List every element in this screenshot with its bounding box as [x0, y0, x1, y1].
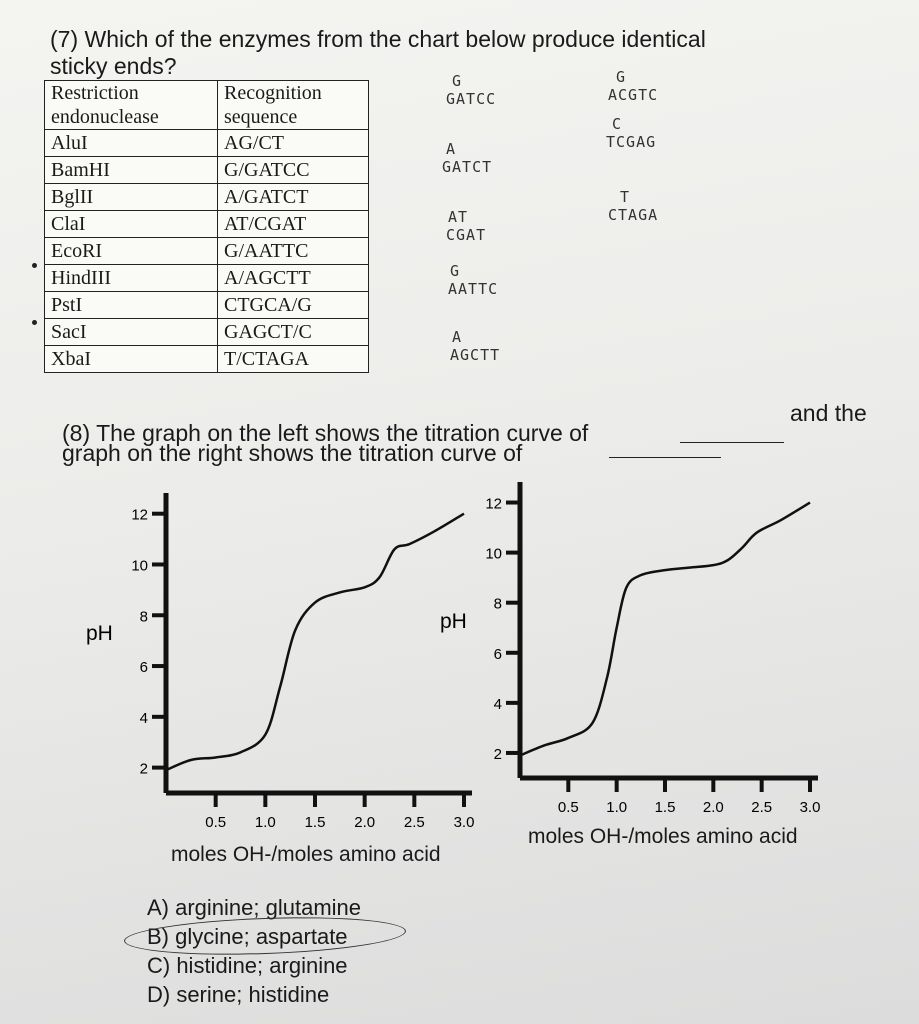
answer-choice-d[interactable]: D) serine; histidine — [147, 982, 330, 1007]
x-tick-label: 3.0 — [799, 799, 821, 816]
q7-line1: (7) Which of the enzymes from the chart below produce identical — [50, 26, 706, 52]
table-row — [45, 130, 369, 157]
table-row — [45, 346, 369, 373]
table-row — [45, 319, 369, 346]
y-tick-label: 4 — [139, 709, 148, 727]
titration-chart-left — [80, 490, 480, 830]
ticks-right — [485, 496, 820, 816]
table-row — [45, 265, 369, 292]
y-tick-label: 4 — [493, 695, 502, 713]
handwritten-note — [442, 140, 492, 176]
y-tick-label: 8 — [493, 595, 502, 613]
x-tick-label: 2.0 — [702, 799, 724, 816]
note-top: T — [620, 188, 631, 206]
sequence-cell: A/AGCTT — [218, 265, 369, 292]
table-row — [45, 292, 369, 319]
answer-choice-a[interactable]: A) arginine; glutamine — [147, 895, 362, 920]
y-tick-label: 2 — [493, 745, 502, 763]
header-col1-line2: endonuclease — [51, 106, 159, 128]
xlabel-left: moles OH-/moles amino acid — [171, 843, 441, 866]
sequence-cell: GAGCT/C — [218, 319, 369, 346]
q8-line1-start: (8) The graph on the left shows the titration curve of — [62, 420, 589, 446]
note-bottom: CGAT — [446, 226, 487, 244]
q8-line2-start: graph on the right shows the titration curve of — [62, 440, 523, 466]
y-tick-label: 6 — [139, 659, 148, 677]
x-tick-label: 1.5 — [304, 814, 326, 830]
y-tick-label: 10 — [131, 557, 148, 575]
q7-line2: sticky ends? — [50, 53, 177, 79]
note-top: C — [612, 115, 623, 133]
enzyme-cell: HindIII — [45, 265, 218, 292]
note-bottom: CTAGA — [608, 206, 659, 224]
note-bottom: TCGAG — [606, 133, 657, 151]
x-tick-label: 3.0 — [453, 814, 475, 830]
x-tick-label: 0.5 — [205, 814, 227, 830]
enzyme-cell: BglII — [45, 184, 218, 211]
q8-line1-end: and the — [790, 400, 867, 426]
enzyme-cell: SacI — [45, 319, 218, 346]
header-col2-line1: Recognition — [224, 82, 322, 104]
note-top: G — [450, 262, 461, 280]
table-row — [45, 211, 369, 238]
sequence-cell: AG/CT — [218, 130, 369, 157]
note-bottom: GATCT — [442, 158, 493, 176]
note-top: A — [446, 140, 457, 158]
x-tick-label: 2.0 — [354, 814, 376, 830]
handwritten-note — [446, 208, 486, 244]
answer-blank-1[interactable] — [680, 442, 784, 443]
ticks-left — [131, 507, 474, 830]
table-row — [45, 238, 369, 265]
answer-choice-c[interactable]: C) histidine; arginine — [147, 953, 348, 978]
handwritten-note — [446, 72, 496, 108]
header-col2-line2: sequence — [224, 106, 298, 128]
enzyme-table — [44, 80, 369, 373]
handwritten-note — [606, 115, 656, 151]
sequence-cell: CTGCA/G — [218, 292, 369, 319]
handwritten-note — [608, 188, 658, 224]
y-tick-label: 8 — [139, 608, 148, 626]
note-top: AT — [448, 208, 469, 226]
table-header-row — [45, 81, 369, 130]
ylabel-right: pH — [440, 610, 467, 633]
note-bottom: AGCTT — [450, 346, 501, 364]
x-tick-label: 0.5 — [557, 799, 579, 816]
table-row — [45, 157, 369, 184]
answer-choice-b[interactable]: B) glycine; aspartate — [147, 924, 348, 949]
header-col2 — [218, 81, 369, 130]
enzyme-cell: PstI — [45, 292, 218, 319]
xlabel-right: moles OH-/moles amino acid — [528, 825, 798, 848]
y-tick-label: 12 — [485, 495, 502, 513]
y-tick-label: 6 — [493, 645, 502, 663]
titration-curve-right — [520, 503, 810, 756]
sequence-cell: T/CTAGA — [218, 346, 369, 373]
handwritten-note — [450, 328, 500, 364]
sequence-cell: AT/CGAT — [218, 211, 369, 238]
ylabel-left: pH — [86, 622, 113, 645]
enzyme-cell: EcoRI — [45, 238, 218, 265]
answer-blank-2[interactable] — [609, 457, 721, 458]
handwritten-note — [608, 68, 658, 104]
handwritten-note — [448, 262, 498, 298]
note-top: A — [452, 328, 463, 346]
enzyme-cell: ClaI — [45, 211, 218, 238]
header-col1 — [45, 81, 218, 130]
sequence-cell: A/GATCT — [218, 184, 369, 211]
y-tick-label: 10 — [485, 545, 502, 563]
note-bottom: ACGTC — [608, 86, 659, 104]
sequence-cell: G/AATTC — [218, 238, 369, 265]
y-tick-label: 2 — [139, 760, 148, 778]
note-top: G — [452, 72, 463, 90]
x-tick-label: 1.0 — [254, 814, 276, 830]
enzyme-cell: AluI — [45, 130, 218, 157]
sequence-cell: G/GATCC — [218, 157, 369, 184]
x-tick-label: 2.5 — [751, 799, 773, 816]
titration-curve-left — [166, 514, 464, 770]
note-bottom: AATTC — [448, 280, 499, 298]
bullet-mark — [32, 320, 37, 325]
bullet-mark — [32, 263, 37, 268]
y-tick-label: 12 — [131, 506, 148, 524]
enzyme-cell: BamHI — [45, 157, 218, 184]
table-row — [45, 184, 369, 211]
note-bottom: GATCC — [446, 90, 497, 108]
x-tick-label: 1.5 — [654, 799, 676, 816]
x-tick-label: 2.5 — [403, 814, 425, 830]
x-tick-label: 1.0 — [606, 799, 628, 816]
note-top: G — [616, 68, 627, 86]
titration-chart-right — [440, 478, 840, 818]
header-col1-line1: Restriction — [51, 82, 139, 104]
enzyme-cell: XbaI — [45, 346, 218, 373]
